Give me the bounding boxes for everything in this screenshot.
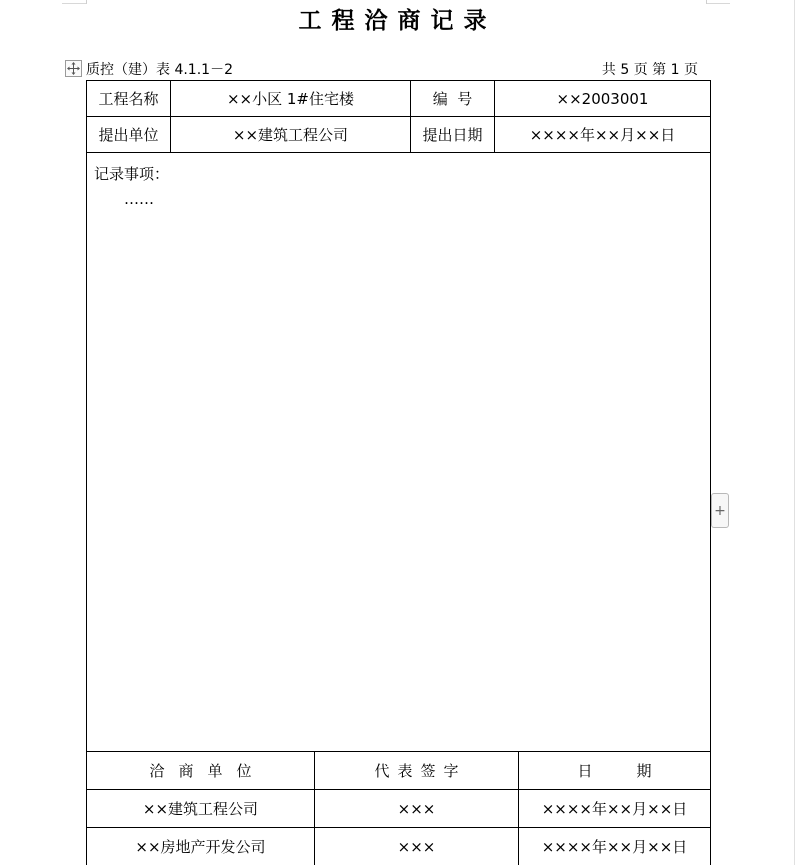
signature-row-1-signature[interactable]: ××× bbox=[397, 799, 436, 818]
signature-header-signature: 代表签字 bbox=[374, 762, 467, 780]
date-value[interactable]: ××××年××月××日 bbox=[529, 126, 676, 144]
submitter-value[interactable]: ××建筑工程公司 bbox=[232, 126, 349, 144]
add-row-button[interactable] bbox=[711, 493, 729, 528]
signature-header-date: 日期 bbox=[577, 762, 696, 780]
number-label: 编 号 bbox=[432, 90, 473, 108]
submitter-label: 提出单位 bbox=[98, 126, 159, 144]
table-border bbox=[86, 80, 87, 865]
table-border bbox=[710, 80, 711, 865]
form-id: 质控（建）表 4.1.1－2 bbox=[86, 62, 233, 78]
record-content[interactable]: …… bbox=[124, 190, 154, 208]
table-move-handle[interactable] bbox=[65, 60, 82, 77]
signature-row-2-unit[interactable]: ××房地产开发公司 bbox=[135, 838, 266, 856]
record-label: 记录事项： bbox=[94, 165, 170, 183]
table-border bbox=[86, 152, 711, 153]
document-title: 工程洽商记录 bbox=[298, 8, 497, 34]
plus-icon: + bbox=[714, 502, 726, 519]
signature-header-unit: 洽商单位 bbox=[149, 762, 266, 780]
project-name-label: 工程名称 bbox=[98, 90, 159, 108]
number-value[interactable]: ××2003001 bbox=[556, 89, 649, 108]
signature-row-1-date[interactable]: ××××年××月××日 bbox=[541, 800, 688, 818]
date-label: 提出日期 bbox=[422, 126, 483, 144]
signature-row-2-date[interactable]: ××××年××月××日 bbox=[541, 838, 688, 856]
project-name-value[interactable]: ××小区 1#住宅楼 bbox=[226, 90, 355, 108]
page-count: 共 5 页 第 1 页 bbox=[601, 62, 698, 78]
move-arrows-icon bbox=[67, 62, 80, 75]
signature-row-1-unit[interactable]: ××建筑工程公司 bbox=[142, 800, 259, 818]
signature-row-2-signature[interactable]: ××× bbox=[397, 837, 436, 856]
